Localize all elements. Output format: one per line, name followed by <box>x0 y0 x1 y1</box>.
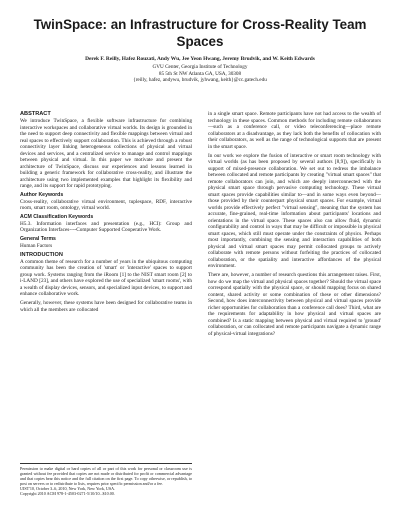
introduction-paragraph-2: Generally, however, these systems have been designed for collaborative teams in which all the members are collocated <box>20 300 192 313</box>
keywords-heading: Author Keywords <box>20 192 64 199</box>
affiliation-institution: GVU Center, Georgia Institute of Technology <box>152 64 248 70</box>
body-paragraph-3: There are, however, a number of research questions this arrangement raises. First, how do we map the virtual and physical spaces together? Should the virtual space correspond spatially with the physical space, or should mapping focus on shared content, shared activity or some combination of these or other dimensions? Second, how does interconnectivity between physical and virtual spaces provide richer opportunities for collaboration than a conference call does? Third, what are the requirements for adaptability in how physical and virtual spaces are combined? Is a static mapping between physical and virtual required to 'ground' collaboration, or can collocated and remote participants navigate a dynamic range of physical-virtual integrations? <box>208 272 381 337</box>
right-column <box>208 111 381 340</box>
affiliation-address: 85 5th St NW Atlanta GA, USA, 30308 <box>158 70 242 77</box>
permission-text: Permission to make digital or hard copies of all or part of this work for personal or classroom use is granted without fee provided that copies are not made or distributed for profit or commercial advantage and that copies bear this notice and the full citation on the first page. To copy otherwise, or republish, to post on servers or to redistribute to lists, requires prior specific permission and/or a fee. <box>20 466 192 487</box>
paper-title: TwinSpace: an Infrastructure for Cross-Reality Team Spaces <box>33 17 367 49</box>
introduction-heading: INTRODUCTION <box>20 251 63 258</box>
general-terms-text: Human Factors <box>20 242 53 249</box>
affiliation-block <box>20 64 380 84</box>
general-terms-heading: General Terms <box>20 236 56 243</box>
abstract-heading: ABSTRACT <box>20 111 51 117</box>
body-paragraph-2: In our work we explore the fusion of interactive or smart room technology with virtual worlds (as has been proposed by several authors [8,9]), specifically in support of mixed-presence collaboration. We set out to redress the imbalance between collocated and remote participants by creating "virtual smart spaces" that remote collaborators can join, and which are deeply interconnected with the physical smart space through pervasive computing technology. These virtual smart spaces provide capabilities similar to—and in some ways even beyond—those provided by their counterpart physical smart spaces. For example, virtual worlds provide effectively perfect "virtual sensing", meaning that the system has accurate, fine-grained, real-time information about participants' locations and orientations in the virtual space. These spaces also can allow fluid, dynamic configurability and control in ways that may be difficult or impossible in physical smart spaces, which still must operate under the constraints of physics. Perhaps most importantly, combining the sensing and interaction capabilities of both physical and virtual smart spaces may permit collocated groups to actively collaborate with remote persons without forfeiting the practices of collocated collaboration, or the spatiality and interactive affordances of the physical environment. <box>208 152 381 270</box>
permission-notice <box>20 463 192 497</box>
left-column <box>20 111 192 316</box>
abstract-text: We introduce TwinSpace, a flexible software infrastructure for combining interactive workspaces and collaborative virtual worlds. Its design is grounded in the need to support deep connectivity and flexible mappings between virtual and real spaces to effectively support collaboration. This is achieved through a robust connectivity layer linking heterogeneous collections of physical and virtual devices and services, and a centralized service to manage and control mappings between physical and virtual. In this paper we motivate and present the architecture of TwinSpace, discuss our experiences and lessons learned in building a generic framework for collaborative cross-reality, and illustrate the architecture using two implemented examples that highlight its flexibility and range, and its support for rapid prototyping. <box>20 118 192 189</box>
author-list: Derek F. Reilly, Hafez Rouzati, Andy Wu, Jee Yeon Hwang, Jeremy Brudvik, and W. Keith Edwards <box>85 56 315 62</box>
conference-line: UIST'10, October 3–6, 2010, New York, New York, USA. <box>20 486 116 492</box>
introduction-paragraph-1: A common theme of research for a number of years in the ubiquitous computing community has been the creation of 'smart' or 'interactive' spaces to support group work. Systems ranging from the iRoom [1] to the NIST smart room [2] to i-LAND [23], and others have explored the use of specialized 'smart rooms', with a wealth of display devices, sensors, and specialized input devices, to support and enhance collaborative work. <box>20 258 192 298</box>
classification-heading: ACM Classification Keywords <box>20 214 94 221</box>
body-paragraph-1: in a single smart space. Remote participants have not had access to the wealth of technology in these spaces. Common methods for including remote collaborators—such as a conference call, or video teleconferencing—place remote collaborators at a disadvantage, as they lack both the benefits of collocation with their collaborators, as well as the range of technological supports that are present in the smart space. <box>208 111 381 150</box>
affiliation-emails: {reilly, hafez, andywu, brudvik, jyhwang, keith}@cc.gatech.edu <box>133 77 267 84</box>
copyright-line: Copyright 2010 ACM 978-1-4503-0271-5/10/10...$10.00. <box>20 491 115 497</box>
keywords-text: Cross-reality, collaborative virtual environment, tuplespace, RDF, interactive room, smart room, ontology, virtual world. <box>20 198 192 212</box>
classification-text: H5.3. Information interfaces and presentation (e.g., HCI): Group and Organization Interfaces----Computer Supported Cooperative Work. <box>20 220 192 234</box>
